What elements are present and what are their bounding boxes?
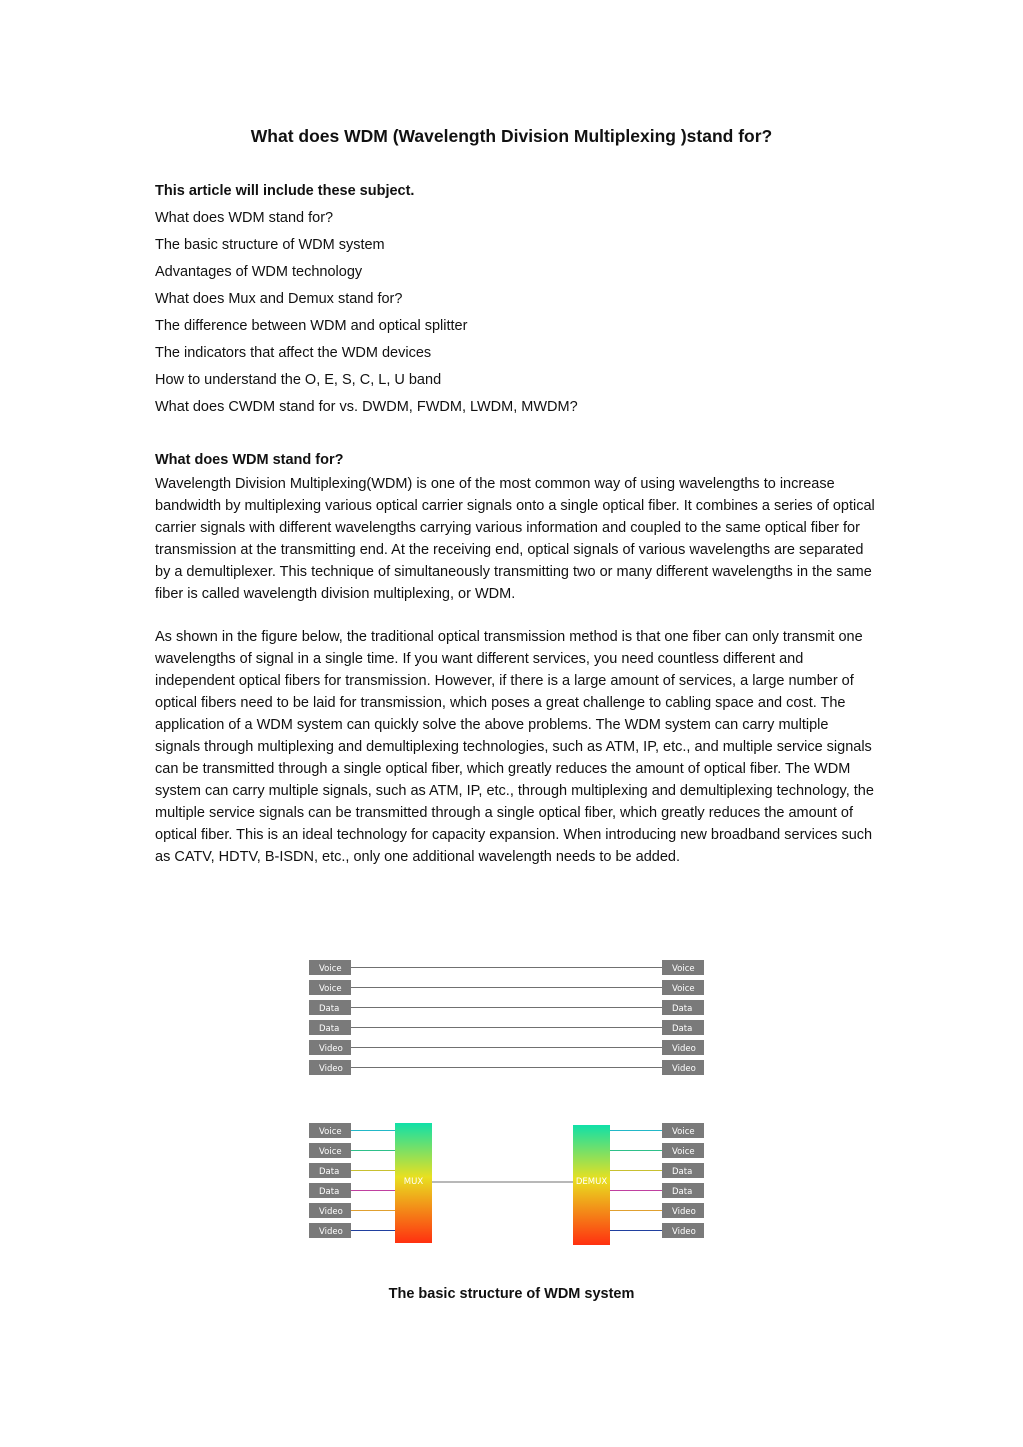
figure-caption: The basic structure of WDM system	[388, 1286, 635, 1302]
signal-box-left-label: Video	[319, 1044, 343, 1054]
signal-box-left-label: Data	[319, 1004, 340, 1014]
toc-item: What does CWDM stand for vs. DWDM, FWDM, LWDM, MWDM?	[155, 399, 578, 415]
wdm-signal-box-left-label: Voice	[319, 1147, 342, 1157]
wdm-signal-box-left-label: Video	[319, 1207, 343, 1217]
wdm-signal-box-right-label: Voice	[672, 1147, 695, 1157]
signal-box-right-label: Data	[672, 1004, 693, 1014]
toc-item: Advantages of WDM technology	[155, 264, 363, 280]
wdm-signal-box-right-label: Data	[672, 1187, 693, 1197]
paragraph-explanation: As shown in the figure below, the traditional optical transmission method is that one fiber can only transmit one wavelengths of signal in a single time. If you want different services, you need countless different and independent optical fibers for transmission. However, if there is a large amount of services, a large number of optical fibers need to be laid for transmission, which poses a great challenge to cabling space and cost. The application of a WDM system can quickly solve the above problems. The WDM system can carry multiple signals through multiplexing and demultiplexing technologies, such as ATM, IP, etc., and multiple service signals can be transmitted through a single optical fiber, which greatly reduces the amount of optical fiber. The WDM system can carry multiple signals, such as ATM, IP, etc., through multiplexing and demultiplexing technology, the multiple service signals can be transmitted through a single optical fiber, which greatly reduces the amount of optical fiber. This is an ideal technology for capacity expansion. When introducing new broadband services such as CATV, HDTV, B-ISDN, etc., only one additional wavelength needs to be added.	[155, 629, 874, 865]
signal-box-left-label: Voice	[319, 984, 342, 994]
toc-item: The basic structure of WDM system	[155, 237, 385, 253]
mux-label: MUX	[403, 1177, 424, 1187]
toc-item: What does WDM stand for?	[155, 210, 334, 226]
wdm-signal-box-right-label: Video	[672, 1227, 696, 1237]
wdm-signal-box-right-label: Voice	[672, 1127, 695, 1137]
demux-label: DEMUX	[575, 1177, 608, 1187]
signal-box-right-label: Video	[672, 1064, 696, 1074]
wdm-signal-box-right-label: Video	[672, 1207, 696, 1217]
toc-heading: This article will include these subject.	[155, 183, 415, 199]
wdm-diagram	[306, 955, 706, 1250]
signal-box-right-label: Voice	[672, 964, 695, 974]
toc-item: What does Mux and Demux stand for?	[155, 291, 403, 307]
toc-item: How to understand the O, E, S, C, L, U band	[155, 372, 442, 388]
wdm-signal-box-right-label: Data	[672, 1167, 693, 1177]
signal-box-right-label: Voice	[672, 984, 695, 994]
signal-box-left-label: Data	[319, 1024, 340, 1034]
signal-box-right-label: Video	[672, 1044, 696, 1054]
wdm-section	[155, 450, 875, 868]
wdm-signal-box-left-label: Voice	[319, 1127, 342, 1137]
signal-box-left-label: Video	[319, 1064, 343, 1074]
toc-list	[155, 208, 875, 417]
wdm-structure-figure	[306, 955, 706, 1250]
toc-section	[155, 181, 875, 424]
signal-box-right-label: Data	[672, 1024, 693, 1034]
toc-item: The difference between WDM and optical splitter	[155, 318, 468, 334]
toc-item: The indicators that affect the WDM devices	[155, 345, 432, 361]
wdm-signal-box-left-label: Data	[319, 1167, 340, 1177]
section-heading: What does WDM stand for?	[155, 452, 344, 468]
signal-box-left-label: Voice	[319, 964, 342, 974]
wdm-signal-box-left-label: Data	[319, 1187, 340, 1197]
paragraph-definition: Wavelength Division Multiplexing(WDM) is one of the most common way of using wavelengths to increase bandwidth by multiplexing various optical carrier signals onto a single optical fiber. It combines a series of optical carrier signals with different wavelengths carrying various information and coupled to the same optical fiber for transmission at the transmitting end. At the receiving end, optical signals of various wavelengths are separated by a demultiplexer. This technique of simultaneously transmitting two or many different wavelengths in the same fiber is called wavelength division multiplexing, or WDM.	[155, 476, 875, 602]
document-title: What does WDM (Wavelength Division Multiplexing )stand for?	[250, 126, 773, 146]
wdm-signal-box-left-label: Video	[319, 1227, 343, 1237]
